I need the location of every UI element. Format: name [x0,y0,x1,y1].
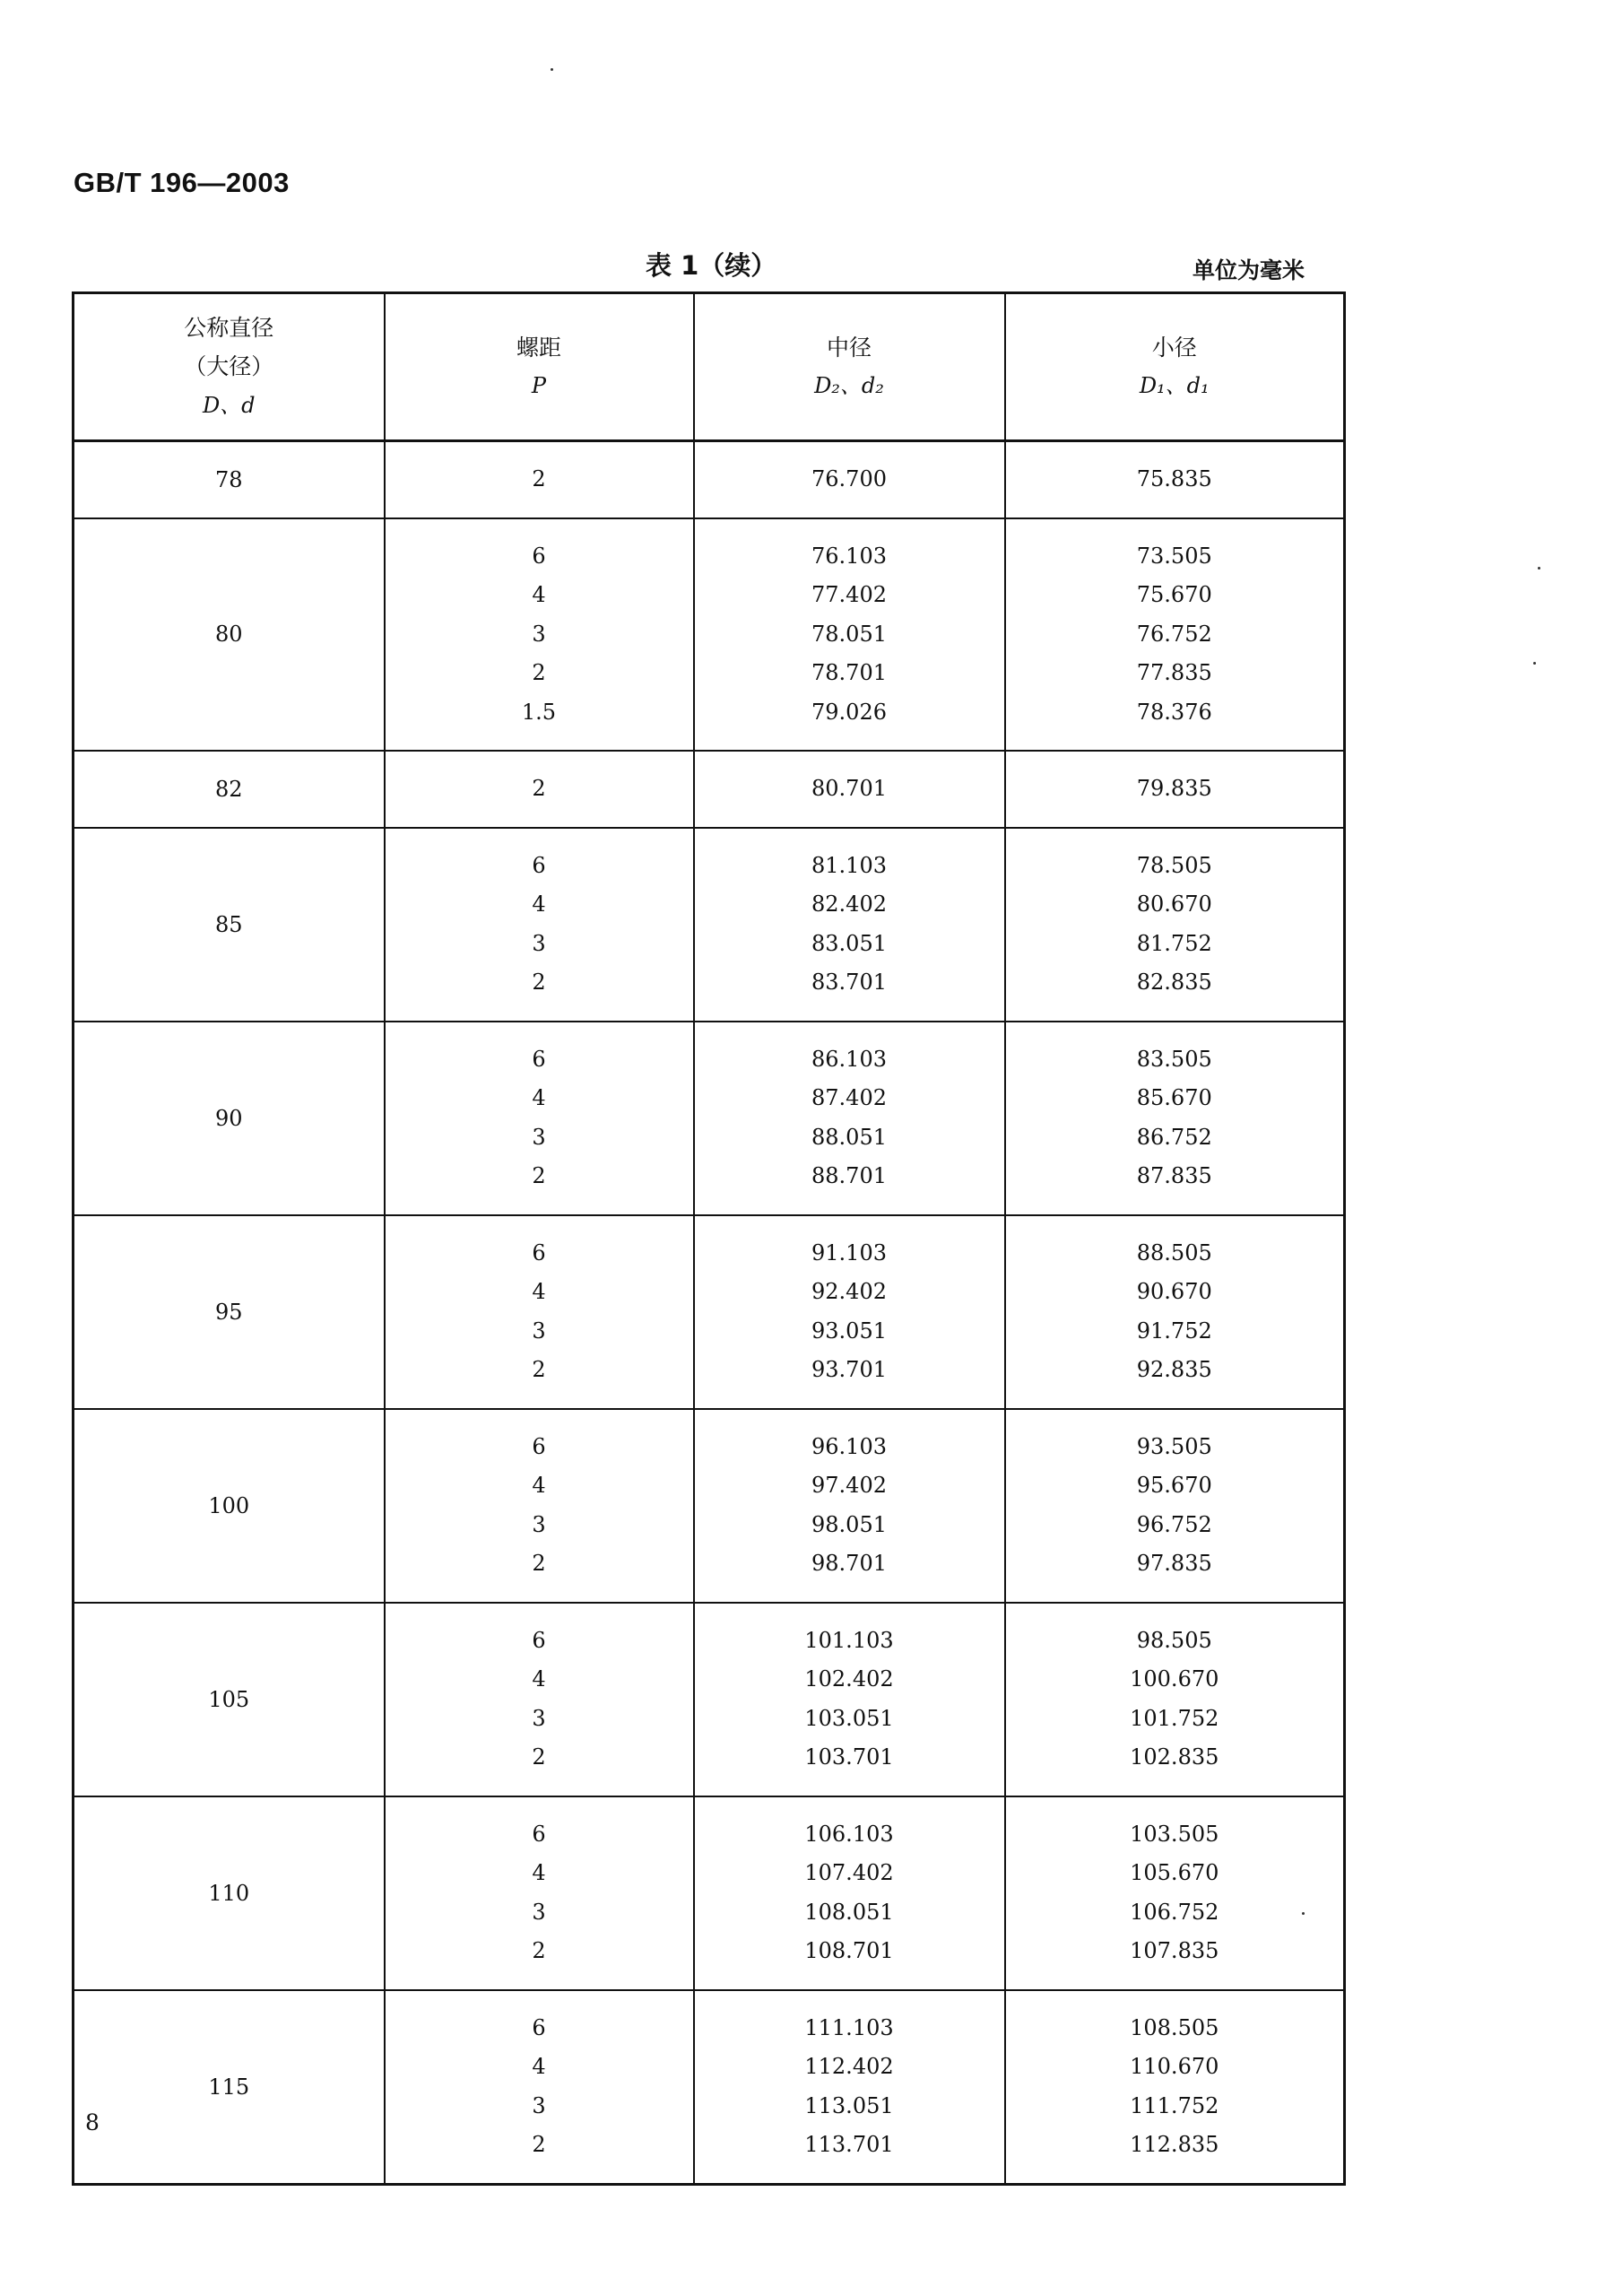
pitch-diameter-value: 107.402 [804,1860,894,1885]
header-line: 小径 [1151,334,1197,361]
pitch-diameter-value: 113.051 [804,2092,894,2118]
column-header-nominal-diameter [74,293,385,441]
pitch-value: 2 [532,1357,546,1382]
table-row [74,1603,1345,1796]
table-row [74,1022,1345,1215]
standard-code: GB/T 196—2003 [74,167,290,198]
minor-diameter-value: 108.505 [1130,2014,1219,2040]
pitch-value: 4 [532,1666,546,1692]
minor-diameter-value: 80.670 [1136,891,1212,917]
minor-diameter-value: 87.835 [1136,1163,1212,1188]
minor-diameter-value-cell [1005,828,1345,1022]
pitch-value: 4 [532,1279,546,1304]
pitch-value: 4 [532,1860,546,1885]
pitch-diameter-value: 96.103 [811,1433,887,1459]
minor-diameter-value: 93.505 [1136,1433,1212,1459]
pitch-value: 4 [532,2054,546,2079]
minor-diameter-value: 75.670 [1136,582,1212,607]
pitch-diameter-value: 111.103 [804,2014,894,2040]
pitch-diameter-value: 91.103 [811,1239,887,1265]
header-symbol: D、d [202,392,256,418]
pitch-diameter-value: 97.402 [811,1473,887,1498]
pitch-diameter-value: 79.026 [811,699,887,725]
pitch-diameter-value: 87.402 [811,1085,887,1110]
pitch-diameter-value: 108.701 [804,1938,894,1963]
pitch-value-cell [385,1409,694,1603]
minor-diameter-value: 88.505 [1136,1239,1212,1265]
pitch-diameter-value: 83.051 [811,930,887,956]
pitch-value: 3 [532,1705,546,1731]
pitch-value-cell [385,441,694,518]
pitch-diameter-value-cell [694,751,1005,828]
pitch-value: 6 [532,852,546,878]
minor-diameter-value: 86.752 [1136,1124,1212,1150]
nominal-diameter-cell: 110 [74,1796,385,1990]
table-row [74,1990,1345,2185]
header-symbol: P [531,373,547,398]
pitch-diameter-value: 76.700 [811,466,887,491]
pitch-diameter-value: 92.402 [811,1279,887,1304]
minor-diameter-value: 91.752 [1136,1318,1212,1344]
table-row [74,751,1345,828]
scan-speck [1533,662,1536,665]
minor-diameter-value: 112.835 [1130,2132,1219,2157]
pitch-value: 2 [532,1744,546,1770]
minor-diameter-value-cell [1005,518,1345,752]
pitch-value: 4 [532,891,546,917]
scan-speck [1302,1912,1305,1915]
pitch-value-cell [385,1990,694,2185]
table-row [74,1409,1345,1603]
pitch-diameter-value-cell [694,828,1005,1022]
nominal-diameter-cell: 90 [74,1022,385,1215]
pitch-value: 6 [532,1433,546,1459]
pitch-diameter-value: 103.701 [804,1744,894,1770]
minor-diameter-value: 100.670 [1130,1666,1219,1692]
minor-diameter-value-cell [1005,751,1345,828]
nominal-diameter-cell: 82 [74,751,385,828]
pitch-diameter-value: 112.402 [804,2054,894,2079]
pitch-value: 2 [532,1938,546,1963]
pitch-diameter-value: 102.402 [804,1666,894,1692]
pitch-diameter-value-cell [694,1409,1005,1603]
thread-dimensions-table [72,291,1346,2186]
header-symbol: D₂、d₂ [814,373,884,398]
pitch-value: 3 [532,930,546,956]
minor-diameter-value: 97.835 [1136,1551,1212,1576]
pitch-diameter-value: 98.701 [811,1551,887,1576]
pitch-diameter-value: 93.051 [811,1318,887,1344]
pitch-diameter-value: 86.103 [811,1046,887,1072]
pitch-value: 2 [532,1163,546,1188]
pitch-diameter-value: 103.051 [804,1705,894,1731]
pitch-diameter-value: 88.051 [811,1124,887,1150]
pitch-diameter-value: 78.701 [811,660,887,685]
nominal-diameter-cell: 115 [74,1990,385,2185]
pitch-diameter-value-cell [694,1603,1005,1796]
pitch-diameter-value: 76.103 [811,543,887,569]
pitch-value: 4 [532,1473,546,1498]
page-number: 8 [85,2109,100,2135]
minor-diameter-value: 78.505 [1136,852,1212,878]
minor-diameter-value: 110.670 [1130,2054,1219,2079]
pitch-value: 3 [532,1899,546,1925]
pitch-diameter-value-cell [694,1215,1005,1409]
header-line: 公称直径 [184,314,274,341]
pitch-value: 3 [532,1318,546,1344]
minor-diameter-value: 105.670 [1130,1860,1219,1885]
pitch-value: 2 [532,776,546,801]
minor-diameter-value: 75.835 [1136,466,1212,491]
pitch-diameter-value: 88.701 [811,1163,887,1188]
minor-diameter-value: 77.835 [1136,660,1212,685]
column-header-pitch-diameter [694,293,1005,441]
unit-note: 单位为毫米 [1193,257,1305,283]
nominal-diameter-cell: 95 [74,1215,385,1409]
minor-diameter-value: 95.670 [1136,1473,1212,1498]
minor-diameter-value: 79.835 [1136,776,1212,801]
minor-diameter-value: 81.752 [1136,930,1212,956]
minor-diameter-value: 111.752 [1130,2092,1219,2118]
pitch-diameter-value: 78.051 [811,621,887,647]
minor-diameter-value: 101.752 [1130,1705,1219,1731]
pitch-value: 4 [532,582,546,607]
pitch-diameter-value: 77.402 [811,582,887,607]
minor-diameter-value: 98.505 [1136,1627,1212,1653]
pitch-value: 6 [532,1627,546,1653]
pitch-diameter-value-cell [694,1022,1005,1215]
pitch-value: 6 [532,543,546,569]
minor-diameter-value-cell [1005,441,1345,518]
table-body [74,441,1345,2185]
minor-diameter-value: 76.752 [1136,621,1212,647]
pitch-value: 2 [532,2132,546,2157]
minor-diameter-value: 96.752 [1136,1511,1212,1537]
pitch-value: 4 [532,1085,546,1110]
pitch-value: 3 [532,1124,546,1150]
pitch-value: 2 [532,660,546,685]
header-symbol: D₁、d₁ [1139,373,1210,398]
pitch-value-cell [385,751,694,828]
pitch-value: 2 [532,466,546,491]
nominal-diameter-cell: 105 [74,1603,385,1796]
minor-diameter-value-cell [1005,1990,1345,2185]
pitch-value: 1.5 [521,699,557,725]
minor-diameter-value: 85.670 [1136,1085,1212,1110]
minor-diameter-value: 92.835 [1136,1357,1212,1382]
pitch-value: 2 [532,970,546,995]
header-line: 中径 [826,334,872,361]
pitch-diameter-value: 106.103 [804,1821,894,1847]
header-line: 螺距 [516,334,561,361]
scan-speck [551,68,553,71]
pitch-diameter-value: 81.103 [811,852,887,878]
nominal-diameter-cell: 100 [74,1409,385,1603]
minor-diameter-value: 103.505 [1130,1821,1219,1847]
minor-diameter-value: 78.376 [1136,699,1212,725]
pitch-value: 6 [532,2014,546,2040]
minor-diameter-value: 83.505 [1136,1046,1212,1072]
pitch-value-cell [385,1215,694,1409]
pitch-value: 6 [532,1239,546,1265]
pitch-value-cell [385,1796,694,1990]
pitch-value-cell [385,1022,694,1215]
pitch-value: 6 [532,1821,546,1847]
minor-diameter-value-cell [1005,1603,1345,1796]
minor-diameter-value: 102.835 [1130,1744,1219,1770]
minor-diameter-value-cell [1005,1215,1345,1409]
column-header-pitch [385,293,694,441]
nominal-diameter-cell: 80 [74,518,385,752]
minor-diameter-value-cell [1005,1796,1345,1990]
pitch-diameter-value: 80.701 [811,776,887,801]
pitch-value: 3 [532,2092,546,2118]
header-line: （大径） [184,353,274,380]
pitch-diameter-value: 98.051 [811,1511,887,1537]
nominal-diameter-cell: 78 [74,441,385,518]
pitch-diameter-value-cell [694,518,1005,752]
pitch-value: 2 [532,1551,546,1576]
pitch-value: 6 [532,1046,546,1072]
minor-diameter-value: 90.670 [1136,1279,1212,1304]
pitch-diameter-value: 101.103 [804,1627,894,1653]
pitch-value-cell [385,518,694,752]
pitch-diameter-value-cell [694,1990,1005,2185]
nominal-diameter-cell: 85 [74,828,385,1022]
pitch-diameter-value-cell [694,441,1005,518]
table-row [74,1796,1345,1990]
pitch-diameter-value-cell [694,1796,1005,1990]
minor-diameter-value-cell [1005,1409,1345,1603]
table-title: 表 1（续） [646,250,777,281]
pitch-diameter-value: 82.402 [811,891,887,917]
table-row [74,1215,1345,1409]
pitch-diameter-value: 83.701 [811,970,887,995]
pitch-value: 3 [532,621,546,647]
minor-diameter-value-cell [1005,1022,1345,1215]
table-row [74,441,1345,518]
pitch-diameter-value: 113.701 [804,2132,894,2157]
pitch-value-cell [385,1603,694,1796]
pitch-value: 3 [532,1511,546,1537]
pitch-diameter-value: 108.051 [804,1899,894,1925]
minor-diameter-value: 107.835 [1130,1938,1219,1963]
pitch-diameter-value: 93.701 [811,1357,887,1382]
minor-diameter-value: 73.505 [1136,543,1212,569]
scan-speck [1538,567,1540,570]
table-row [74,518,1345,752]
minor-diameter-value: 82.835 [1136,970,1212,995]
pitch-value-cell [385,828,694,1022]
table-row [74,828,1345,1022]
column-header-minor-diameter [1005,293,1345,441]
minor-diameter-value: 106.752 [1130,1899,1219,1925]
